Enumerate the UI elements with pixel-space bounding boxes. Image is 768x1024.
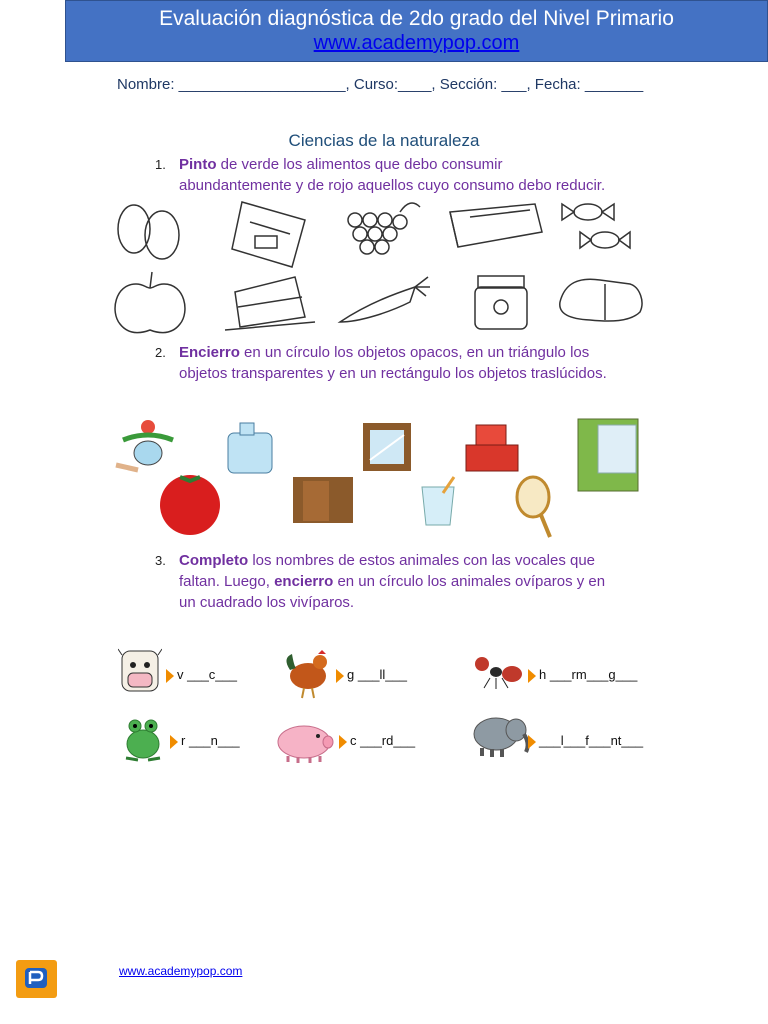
animal-word-text: h ___rm___g___ <box>539 667 638 682</box>
jam-jar-icon <box>475 276 527 329</box>
question-number: 3. <box>155 553 166 568</box>
animal-word <box>170 733 240 749</box>
eggs-icon <box>118 205 179 259</box>
animal-word <box>528 733 643 749</box>
arrow-icon <box>336 669 344 683</box>
chips-bag-icon <box>232 202 305 267</box>
curtain-window-icon <box>578 419 638 491</box>
grapes-icon <box>348 203 420 254</box>
cake-slice-icon <box>225 277 315 330</box>
arrow-icon <box>528 669 536 683</box>
ant-icon <box>470 652 524 692</box>
flower-pot-icon <box>116 420 173 470</box>
student-info-line: Nombre: ____________________, Curso:____, Sección: ___, Fecha: _______ <box>117 76 644 93</box>
animal-word <box>339 733 415 749</box>
animal-word <box>336 667 407 683</box>
question-verb: Pinto <box>179 156 217 173</box>
page-title: Evaluación diagnóstica de 2do grado del Nivel Primario <box>159 7 674 30</box>
apple-icon <box>115 272 185 333</box>
sausage-icon <box>560 279 642 321</box>
rooster-icon <box>282 648 334 700</box>
hand-mirror-icon <box>517 477 550 537</box>
pig-icon <box>274 720 336 764</box>
cow-icon <box>118 645 162 701</box>
animal-word-text: ___l___f___nt___ <box>539 733 644 748</box>
elephant-icon <box>470 712 532 758</box>
glass-icon <box>422 477 454 525</box>
window-icon <box>363 423 411 471</box>
question-text: faltan. Luego, <box>179 573 275 590</box>
question-text: de verde los alimentos que debo consumir <box>216 156 503 173</box>
carrot-icon <box>340 277 430 322</box>
food-drawings <box>110 192 660 337</box>
frog-icon <box>120 714 166 766</box>
section-title: Ciencias de la naturaleza <box>288 131 480 150</box>
question-text: un cuadrado los vivíparos. <box>179 594 355 611</box>
question-2 <box>155 342 607 384</box>
question-1 <box>155 154 605 196</box>
question-text: en un círculo los objetos opacos, en un triángulo los <box>239 344 590 361</box>
question-verb: encierro <box>274 573 334 590</box>
header-link[interactable]: www.academypop.com <box>313 32 520 54</box>
arrow-icon <box>170 735 178 749</box>
arrow-icon <box>339 735 347 749</box>
door-icon <box>293 477 353 523</box>
question-number: 2. <box>155 345 166 360</box>
animal-word <box>166 667 237 683</box>
footer-link[interactable]: www.academypop.com <box>119 964 243 978</box>
question-3 <box>155 550 605 613</box>
logo-mark <box>16 960 57 998</box>
animal-word-text: c ___rd___ <box>350 733 416 748</box>
butter-box-icon <box>450 204 542 247</box>
animal-word-text: g ___ll___ <box>347 667 407 682</box>
arrow-icon <box>528 735 536 749</box>
question-number: 1. <box>155 157 166 172</box>
question-text: en un círculo los animales ovíparos y en <box>333 573 606 590</box>
tomato-icon <box>160 475 220 535</box>
question-text: objetos transparentes y en un rectángulo los objetos traslúcidos. <box>179 365 607 382</box>
academypop-logo-icon <box>16 960 57 998</box>
header-banner <box>65 0 768 62</box>
question-text: los nombres de estos animales con las vocales que <box>248 552 596 569</box>
animal-word <box>528 667 637 683</box>
animal-word-text: v ___c___ <box>177 667 237 682</box>
question-verb: Encierro <box>179 344 240 361</box>
arrow-icon <box>166 669 174 683</box>
bricks-icon <box>466 425 518 471</box>
animal-word-text: r ___n___ <box>181 733 240 748</box>
question-verb: Completo <box>179 552 249 569</box>
object-drawings <box>108 415 643 543</box>
candies-icon <box>562 204 630 248</box>
question-text: abundantemente y de rojo aquellos cuyo consumo debo reducir. <box>179 177 606 194</box>
water-jug-icon <box>228 423 272 473</box>
